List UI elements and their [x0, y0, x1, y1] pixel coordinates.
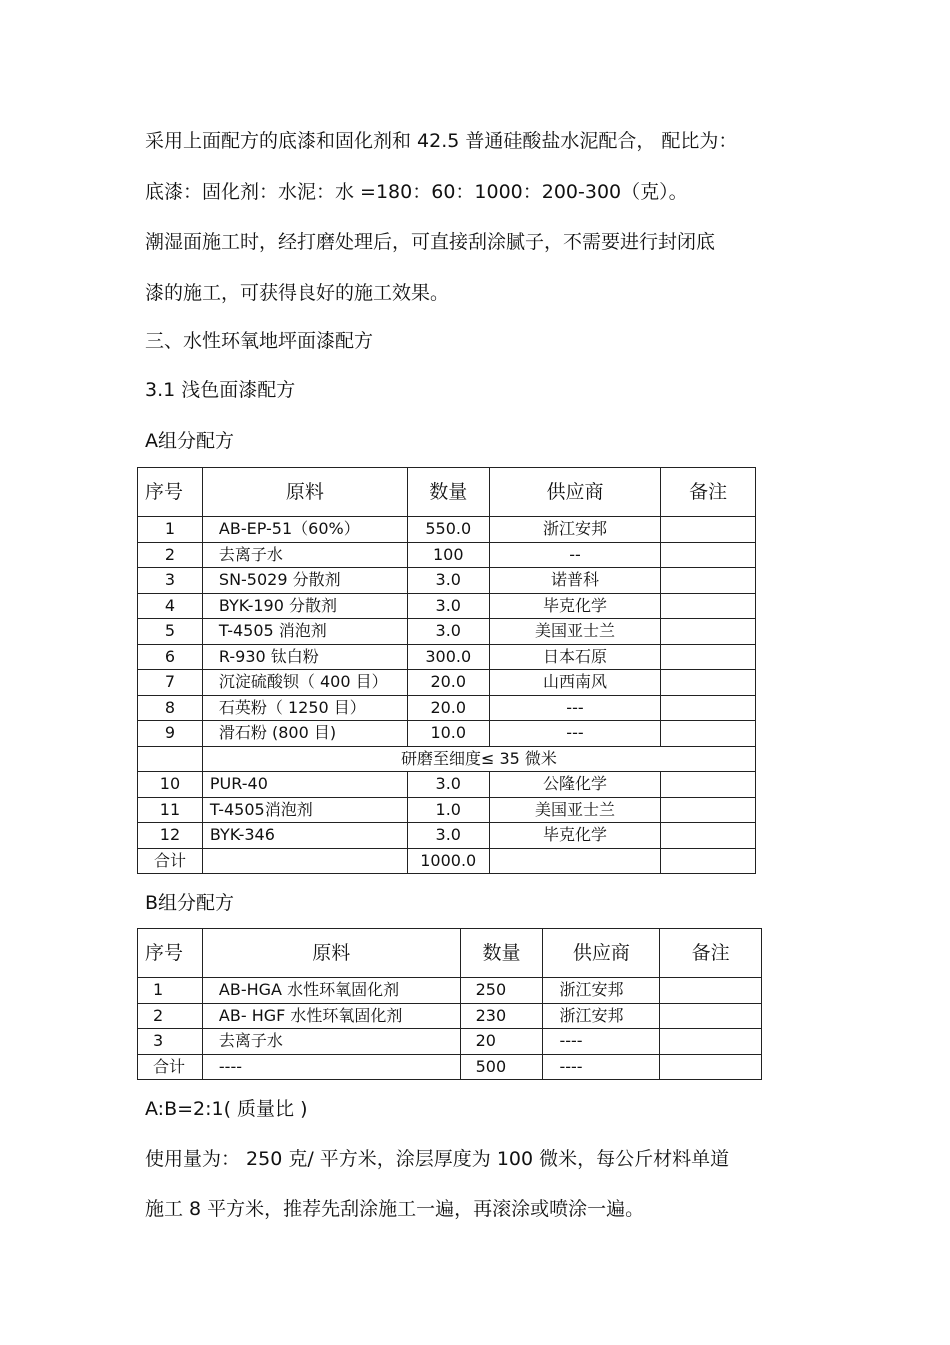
cell-index: 7	[138, 670, 203, 696]
cell-material: T-4505 消泡剂	[202, 619, 407, 645]
mix-ratio: A:B=2:1( 质量比 )	[145, 1098, 308, 1120]
usage-line-2: 施工 8 平方米，推荐先刮涂施工一遍，再滚涂或喷涂一遍。	[145, 1198, 645, 1220]
header-remark: 备注	[660, 929, 762, 978]
cell-remark	[661, 593, 756, 619]
cell-index: 11	[138, 797, 203, 823]
table-b-header	[138, 929, 762, 978]
cell-supplier	[489, 848, 661, 874]
cell-supplier: 日本石原	[489, 644, 661, 670]
table-a-header	[138, 468, 756, 517]
cell-material: BYK-346	[202, 823, 407, 849]
cell-supplier: 浙江安邦	[543, 1003, 660, 1029]
table-a	[137, 467, 756, 874]
cell-total-quantity: 1000.0	[407, 848, 489, 874]
cell-material: 滑石粉 (800 目)	[202, 721, 407, 747]
table-row	[138, 670, 756, 696]
cell-index: 6	[138, 644, 203, 670]
usage-line-1: 使用量为： 250 克/ 平方米，涂层厚度为 100 微米，每公斤材料单道	[145, 1148, 730, 1170]
table-row	[138, 644, 756, 670]
cell-quantity: 10.0	[407, 721, 489, 747]
table-row	[138, 978, 762, 1004]
header-supplier: 供应商	[489, 468, 661, 517]
section-heading: 三、水性环氧地坪面漆配方	[145, 330, 374, 352]
cell-supplier: 美国亚士兰	[489, 619, 661, 645]
cell-quantity: 3.0	[407, 593, 489, 619]
table-row	[138, 517, 756, 543]
cell-total-quantity: 500	[460, 1054, 543, 1080]
cell-total-label: 合计	[138, 848, 203, 874]
table-row	[138, 772, 756, 798]
grind-note-row	[138, 746, 756, 772]
cell-index: 3	[138, 1029, 203, 1055]
cell-material: SN-5029 分散剂	[202, 568, 407, 594]
cell-material: AB-EP-51（60%）	[202, 517, 407, 543]
cell-quantity: 250	[460, 978, 543, 1004]
cell-remark	[660, 1003, 762, 1029]
cell-quantity: 20.0	[407, 670, 489, 696]
cell-index: 1	[138, 517, 203, 543]
cell-remark	[661, 848, 756, 874]
header-quantity: 数量	[407, 468, 489, 517]
table-row	[138, 797, 756, 823]
cell-index: 3	[138, 568, 203, 594]
header-index: 序号	[138, 468, 203, 517]
cell-remark	[661, 721, 756, 747]
paragraph-1: 采用上面配方的底漆和固化剂和 42.5 普通硅酸盐水泥配合， 配比为：	[145, 130, 738, 152]
table-row	[138, 721, 756, 747]
cell-material: BYK-190 分散剂	[202, 593, 407, 619]
paragraph-2: 底漆：固化剂：水泥：水 =180：60：1000：200-300（克）。	[145, 181, 688, 203]
cell-quantity: 20.0	[407, 695, 489, 721]
cell-remark	[661, 568, 756, 594]
cell-supplier: 诺普科	[489, 568, 661, 594]
cell-index: 2	[138, 1003, 203, 1029]
cell-remark	[661, 772, 756, 798]
cell-remark	[660, 1054, 762, 1080]
cell-remark	[661, 823, 756, 849]
cell-quantity: 3.0	[407, 568, 489, 594]
cell-supplier: 山西南风	[489, 670, 661, 696]
cell-remark	[661, 670, 756, 696]
cell-index: 8	[138, 695, 203, 721]
header-material: 原料	[202, 468, 407, 517]
cell-supplier: 浙江安邦	[543, 978, 660, 1004]
cell-remark	[661, 695, 756, 721]
cell-material: AB- HGF 水性环氧固化剂	[202, 1003, 460, 1029]
grind-note: 研磨至细度≤ 35 微米	[202, 746, 755, 772]
cell-supplier: 浙江安邦	[489, 517, 661, 543]
table-row	[138, 695, 756, 721]
header-supplier: 供应商	[543, 929, 660, 978]
cell-material: R-930 钛白粉	[202, 644, 407, 670]
cell-supplier: ---	[489, 695, 661, 721]
cell-index: 9	[138, 721, 203, 747]
cell-remark	[661, 644, 756, 670]
cell-supplier: 美国亚士兰	[489, 797, 661, 823]
cell-remark	[661, 797, 756, 823]
cell-material: 石英粉（ 1250 目）	[202, 695, 407, 721]
cell-supplier: ----	[543, 1029, 660, 1055]
cell-supplier: 公隆化学	[489, 772, 661, 798]
cell-material: 沉淀硫酸钡（ 400 目）	[202, 670, 407, 696]
table-row	[138, 619, 756, 645]
cell-remark	[660, 978, 762, 1004]
cell-supplier: --	[489, 542, 661, 568]
cell-material: ----	[202, 1054, 460, 1080]
cell-index: 12	[138, 823, 203, 849]
cell-quantity: 100	[407, 542, 489, 568]
cell-quantity: 20	[460, 1029, 543, 1055]
cell-total-label: 合计	[138, 1054, 203, 1080]
table-b	[137, 928, 762, 1080]
paragraph-4: 漆的施工，可获得良好的施工效果。	[145, 282, 450, 304]
table-a-title: A组分配方	[145, 430, 234, 452]
paragraph-3: 潮湿面施工时，经打磨处理后，可直接刮涂腻子，不需要进行封闭底	[145, 231, 716, 253]
header-material: 原料	[202, 929, 460, 978]
table-total-row	[138, 848, 756, 874]
cell-index: 4	[138, 593, 203, 619]
table-row	[138, 1029, 762, 1055]
table-row	[138, 568, 756, 594]
cell-index: 10	[138, 772, 203, 798]
table-row	[138, 593, 756, 619]
cell-material: AB-HGA 水性环氧固化剂	[202, 978, 460, 1004]
table-row	[138, 1003, 762, 1029]
cell-material: PUR-40	[202, 772, 407, 798]
table-b-title: B组分配方	[145, 892, 235, 914]
cell-supplier: 毕克化学	[489, 823, 661, 849]
cell-remark	[661, 619, 756, 645]
cell-material: 去离子水	[202, 542, 407, 568]
cell-remark	[661, 517, 756, 543]
cell-remark	[661, 542, 756, 568]
cell-supplier: 毕克化学	[489, 593, 661, 619]
cell-index: 5	[138, 619, 203, 645]
cell-index: 2	[138, 542, 203, 568]
cell-material: 去离子水	[202, 1029, 460, 1055]
table-row	[138, 542, 756, 568]
header-index: 序号	[138, 929, 203, 978]
cell-remark	[660, 1029, 762, 1055]
cell-quantity: 550.0	[407, 517, 489, 543]
cell-quantity: 3.0	[407, 823, 489, 849]
cell-quantity: 230	[460, 1003, 543, 1029]
subsection-heading: 3.1 浅色面漆配方	[145, 379, 296, 401]
cell-index: 1	[138, 978, 203, 1004]
cell-quantity: 1.0	[407, 797, 489, 823]
cell-supplier: ----	[543, 1054, 660, 1080]
table-row	[138, 823, 756, 849]
cell-empty	[138, 746, 203, 772]
cell-quantity: 3.0	[407, 619, 489, 645]
header-remark: 备注	[661, 468, 756, 517]
cell-material	[202, 848, 407, 874]
cell-quantity: 300.0	[407, 644, 489, 670]
cell-material: T-4505消泡剂	[202, 797, 407, 823]
header-quantity: 数量	[460, 929, 543, 978]
cell-quantity: 3.0	[407, 772, 489, 798]
cell-supplier: ---	[489, 721, 661, 747]
table-total-row	[138, 1054, 762, 1080]
